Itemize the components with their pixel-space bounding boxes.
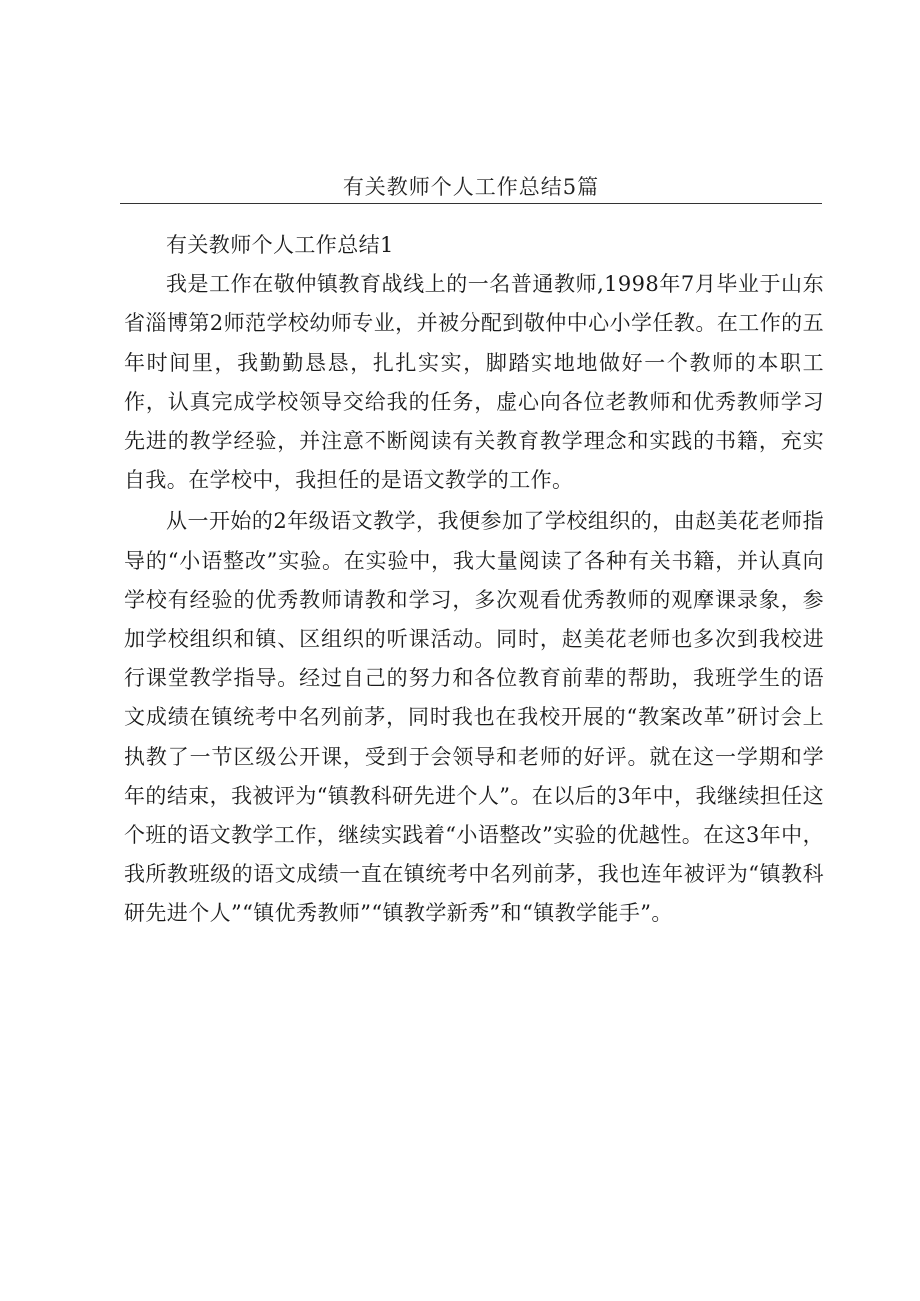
document-body <box>124 226 824 934</box>
section-heading: 有关教师个人工作总结1 <box>166 233 394 257</box>
header-divider <box>120 203 822 204</box>
paragraph-2: 从一开始的2年级语文教学，我便参加了学校组织的，由赵美花老师指导的“小语整改”实验。在实验中，我大量阅读了各种有关书籍，并认真向学校有经验的优秀教师请教和学习，多次观看优秀教师的观摩课录象，参加学校组织和镇、区组织的听课活动。同时，赵美花老师也多次到我校进行课堂教学指导。经过自己的努力和各位教育前辈的帮助，我班学生的语文成绩在镇统考中名列前茅，同时我也在我校开展的“教案改革”研讨会上执教了一节区级公开课，受到于会领导和老师的好评。就在这一学期和学年的结束，我被评为“镇教科研先进个人”。在以后的3年中，我继续担任这个班的语文教学工作，继续实践着“小语整改”实验的优越性。在这3年中，我所教班级的语文成绩一直在镇统考中名列前茅，我也连年被评为“镇教科研先进个人”“镇优秀教师”“镇教学新秀”和“镇教学能手”。 <box>124 509 824 926</box>
paragraph-1: 我是工作在敬仲镇教育战线上的一名普通教师,1998年7月毕业于山东省淄博第2师范学校幼师专业，并被分配到敬仲中心小学任教。在工作的五年时间里，我勤勤恳恳，扎扎实实，脚踏实地地做好一个教师的本职工作，认真完成学校领导交给我的任务，虚心向各位老教师和优秀教师学习先进的教学经验，并注意不断阅读有关教育教学理念和实践的书籍，充实自我。在学校中，我担任的是语文教学的工作。 <box>124 272 824 493</box>
page-header-title: 有关教师个人工作总结5篇 <box>342 175 600 199</box>
